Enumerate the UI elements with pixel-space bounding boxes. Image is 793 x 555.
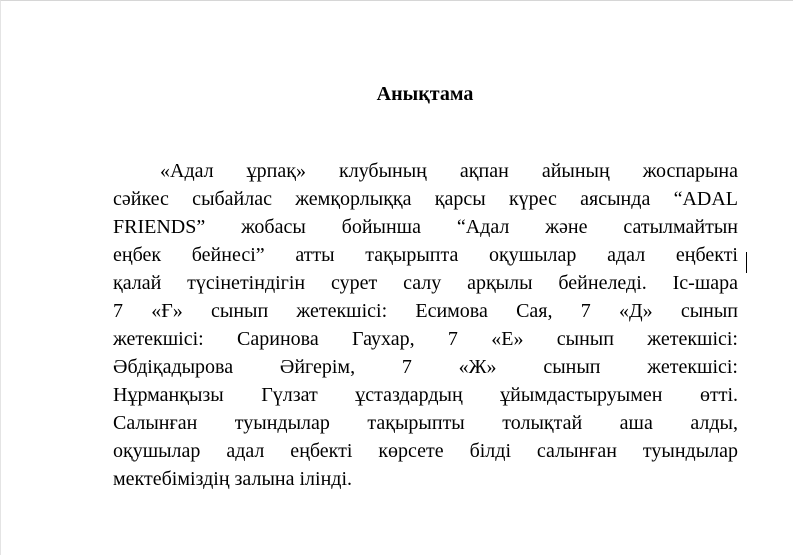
text-cursor (746, 252, 747, 273)
body-line: FRIENDS” жобасы бойынша “Адал және сатылмайтын (113, 216, 738, 238)
body-line: қалай түсінетіндігін сурет салу арқылы бейнеледі. Іс-шара (113, 272, 738, 294)
document-body (113, 157, 738, 493)
body-line: жетекшісі: Саринова Гаухар, 7 «Е» сынып жетекшісі: (113, 328, 738, 350)
body-line: 7 «Ғ» сынып жетекшісі: Есимова Сая, 7 «Д» сынып (113, 300, 738, 322)
body-line: сәйкес сыбайлас жемқорлыққа қарсы күрес аясында “ADAL (113, 188, 738, 210)
body-line: «Адал ұрпақ» клубының ақпан айының жоспарына (160, 160, 738, 182)
body-line: Әбдіқадырова Әйгерім, 7 «Ж» сынып жетекшісі: (113, 356, 738, 378)
document-title: Анықтама (376, 83, 474, 105)
body-line: Салынған туындылар тақырыпты толықтай аша алды, (113, 412, 738, 434)
body-line: оқушылар адал еңбекті көрсете білді салынған туындылар (113, 440, 738, 462)
body-line: Нұрманқызы Гүлзат ұстаздардың ұйымдастыруымен өтті. (113, 384, 738, 406)
body-line: мектебіміздің залына ілінді. (113, 468, 353, 490)
body-line: еңбек бейнесі” атты тақырыпта оқушылар адал еңбекті (113, 244, 738, 266)
